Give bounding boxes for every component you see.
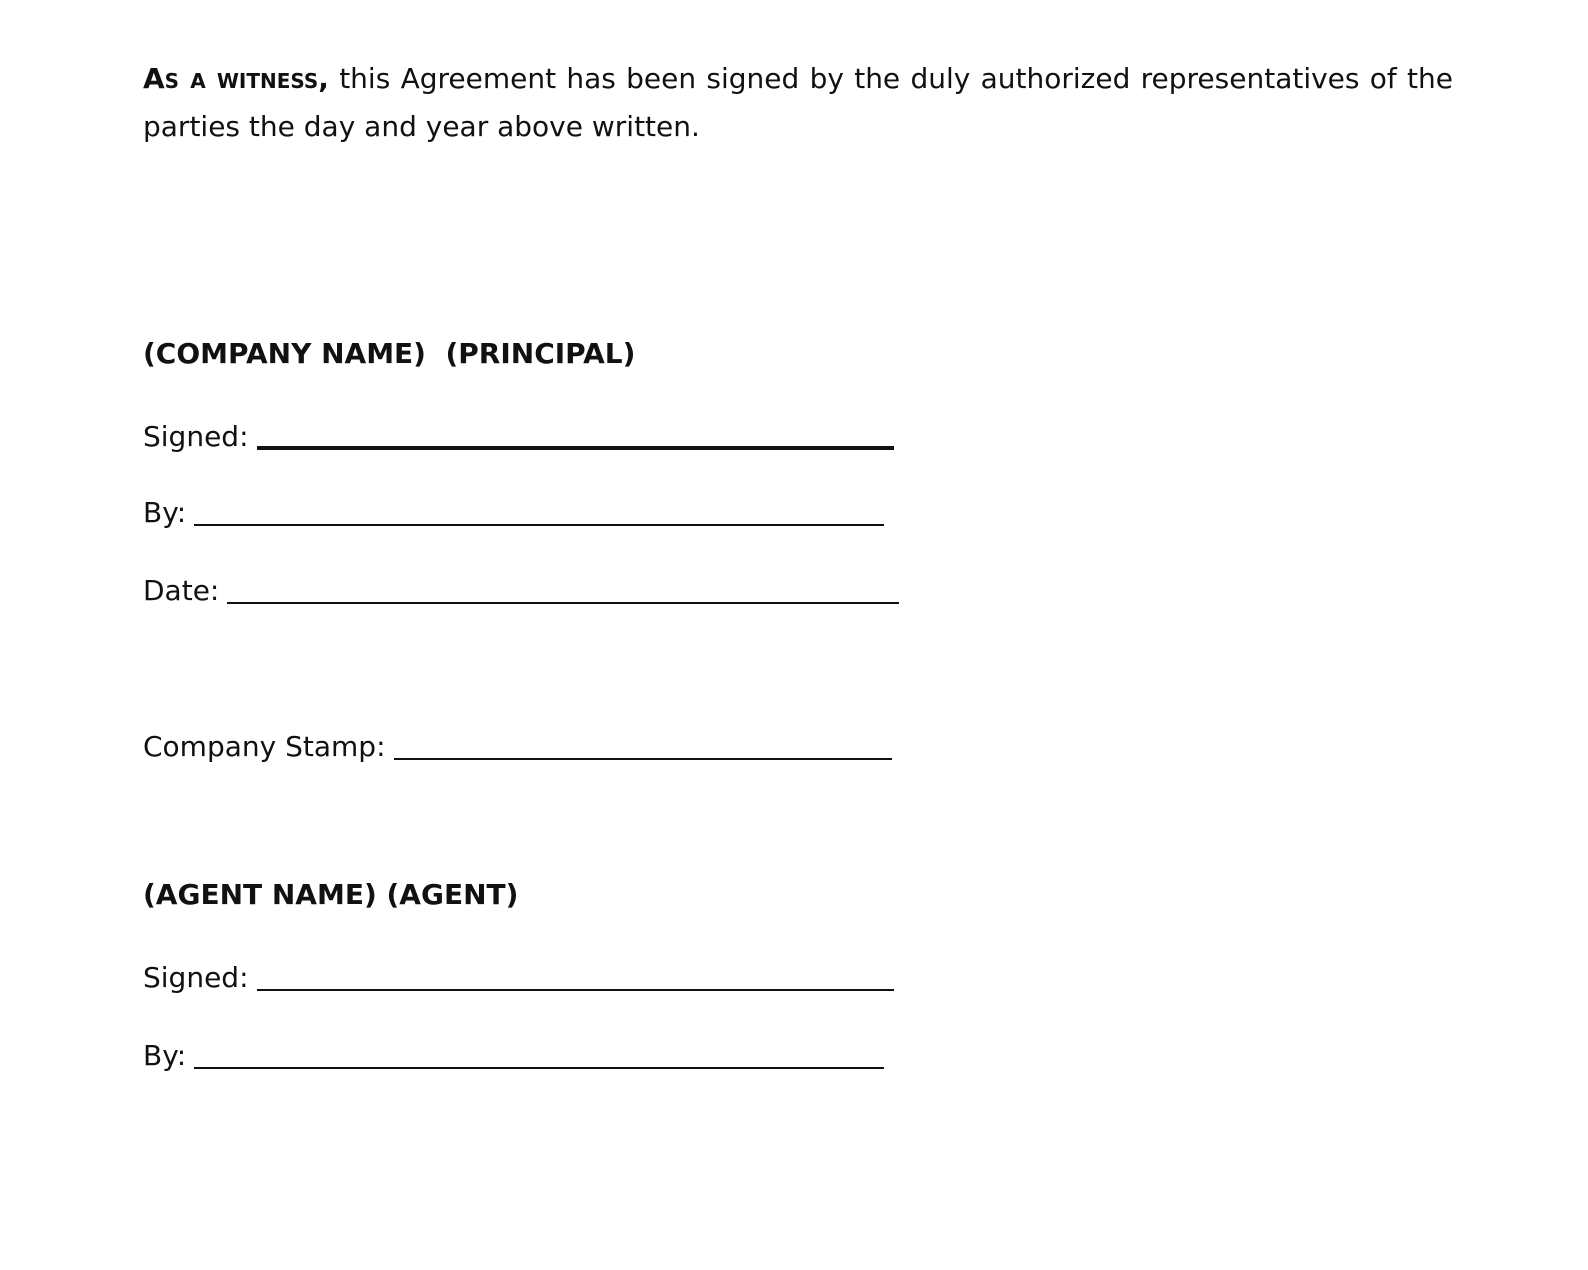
company-stamp-field[interactable] [143, 724, 892, 764]
witness-body: this Agreement has been signed by the duly authorized representatives of the parties the day and year above written. [143, 62, 1454, 143]
principal-signed-label: Signed: [143, 420, 249, 453]
witness-clause [143, 55, 1453, 151]
agent-by-field[interactable] [143, 1033, 884, 1073]
agent-signed-label: Signed: [143, 961, 249, 994]
company-stamp-line[interactable] [394, 757, 892, 760]
principal-signed-line[interactable] [257, 445, 894, 450]
company-stamp-label: Company Stamp: [143, 730, 386, 763]
agent-title: (AGENT NAME) (AGENT) [143, 878, 519, 911]
witness-lead: As a witness, [143, 62, 329, 95]
agent-by-label: By: [143, 1039, 187, 1072]
principal-date-field[interactable] [143, 568, 899, 608]
principal-by-line[interactable] [194, 523, 884, 526]
principal-signed-field[interactable] [143, 414, 894, 454]
principal-title: (COMPANY NAME) (PRINCIPAL) [143, 337, 636, 370]
principal-date-label: Date: [143, 574, 220, 607]
principal-date-line[interactable] [227, 601, 899, 604]
agent-signed-line[interactable] [257, 988, 894, 991]
principal-by-field[interactable] [143, 490, 884, 530]
principal-by-label: By: [143, 496, 187, 529]
agent-signed-field[interactable] [143, 955, 894, 995]
agent-by-line[interactable] [194, 1066, 884, 1069]
